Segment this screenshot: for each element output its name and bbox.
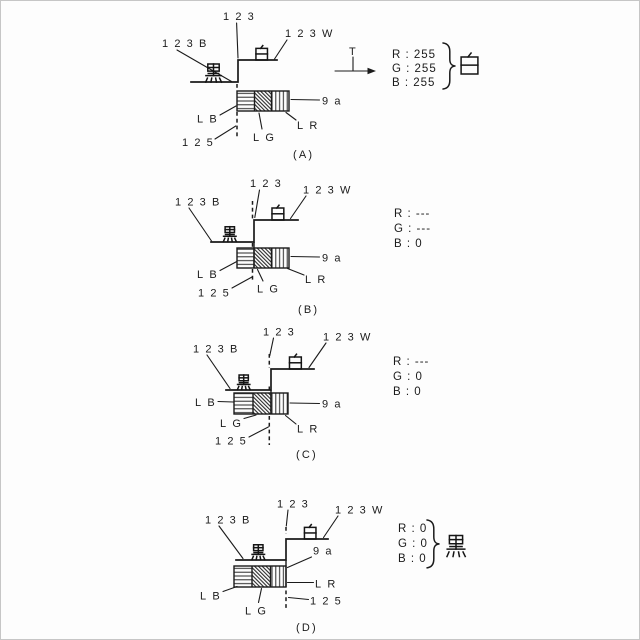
label-lr: LR — [315, 578, 342, 591]
figure-caption: (C) — [296, 449, 318, 461]
leader-line — [207, 355, 230, 389]
leader-line — [255, 190, 260, 218]
leader-line — [258, 270, 264, 282]
label-lr: LR — [305, 274, 332, 286]
label-lr: LR — [297, 423, 324, 436]
label-123w: 123W — [285, 28, 339, 40]
label-lr: LR — [297, 120, 324, 132]
leader-line — [219, 526, 243, 559]
figure-caption: (D) — [296, 622, 318, 634]
filter-block — [234, 566, 286, 587]
label-123: 123 — [250, 178, 287, 190]
label-9a: 9a — [322, 95, 347, 108]
rgb-red-value: R : --- — [393, 356, 430, 368]
brace — [427, 520, 440, 568]
time-marker-label: T — [349, 46, 356, 58]
filter-section-lr — [272, 91, 290, 111]
leader-line — [291, 257, 320, 258]
figure-b — [175, 178, 431, 316]
kanji-white-glyph — [272, 205, 284, 220]
leader-line — [259, 113, 262, 129]
filter-section-lg — [252, 566, 271, 587]
brace — [443, 43, 456, 89]
leader-line — [177, 50, 232, 82]
leader-line — [288, 269, 305, 276]
figure-caption: (A) — [293, 149, 315, 161]
label-123b: 123B — [193, 343, 244, 356]
figure-c — [193, 327, 429, 462]
leader-line — [270, 338, 274, 356]
rgb-blue-value: B : 255 — [392, 77, 436, 89]
label-123w: 123W — [323, 331, 377, 344]
label-lb: LB — [197, 269, 223, 281]
filter-section-lr — [271, 566, 287, 587]
filter-section-lb — [234, 393, 253, 414]
leader-line — [290, 403, 320, 404]
filter-block — [237, 91, 289, 111]
rgb-green-value: G : --- — [394, 223, 432, 235]
label-lb: LB — [200, 590, 226, 603]
leader-line — [324, 516, 339, 538]
rgb-green-value: G : 255 — [392, 63, 437, 75]
result-white-glyph — [461, 53, 478, 74]
kanji-black-glyph — [206, 64, 222, 82]
label-9a: 9a — [313, 545, 338, 558]
diagram-canvas — [1, 1, 640, 640]
time-axis-marker — [335, 46, 376, 74]
rgb-red-value: R : 0 — [398, 523, 428, 535]
label-123: 123 — [223, 11, 260, 23]
label-123: 123 — [263, 326, 300, 339]
leader-line — [189, 208, 212, 241]
rgb-blue-value: B : 0 — [394, 238, 423, 250]
label-lb: LB — [197, 113, 223, 126]
label-123b: 123B — [162, 38, 213, 50]
kanji-white-glyph — [289, 354, 301, 369]
figure-a — [162, 11, 478, 161]
filter-section-lg — [254, 248, 272, 268]
label-lg: LG — [253, 132, 281, 144]
filter-section-lb — [237, 248, 254, 268]
label-lg: LG — [220, 418, 248, 430]
leader-line — [288, 557, 312, 568]
label-125: 125 — [215, 435, 252, 448]
rgb-red-value: R : 255 — [392, 49, 437, 61]
label-lg: LG — [257, 283, 285, 296]
leader-line — [286, 510, 288, 526]
label-9a: 9a — [322, 398, 347, 411]
leader-line — [259, 589, 262, 603]
figure-caption: (B) — [298, 304, 320, 316]
signal-step-line — [191, 60, 277, 82]
filter-section-lr — [271, 393, 288, 414]
leader-line — [291, 100, 320, 101]
label-123b: 123B — [205, 514, 256, 527]
filter-section-lg — [255, 91, 272, 111]
label-9a: 9a — [322, 252, 347, 265]
filter-section-lb — [237, 91, 255, 111]
label-125: 125 — [198, 287, 235, 300]
arrow-head-icon — [368, 68, 377, 74]
leader-line — [275, 40, 288, 59]
leader-line — [289, 598, 309, 600]
leader-line — [286, 113, 296, 121]
label-lb: LB — [195, 397, 221, 409]
leader-line — [286, 416, 297, 425]
rgb-blue-value: B : 0 — [393, 386, 422, 398]
label-123: 123 — [277, 498, 314, 511]
kanji-black-glyph — [223, 227, 236, 242]
rgb-green-value: G : 0 — [393, 371, 423, 383]
rgb-red-value: R : --- — [394, 208, 431, 220]
leader-line — [232, 277, 252, 288]
kanji-black-glyph — [252, 545, 265, 560]
filter-section-lg — [253, 393, 271, 414]
leader-line — [291, 196, 307, 219]
kanji-white-glyph — [256, 46, 268, 60]
label-125: 125 — [182, 137, 219, 149]
result-black-glyph — [447, 536, 465, 557]
label-123w: 123W — [303, 184, 357, 197]
kanji-white-glyph — [304, 525, 316, 539]
label-123w: 123W — [335, 504, 389, 517]
filter-block — [234, 393, 288, 414]
label-lg: LG — [245, 605, 273, 618]
filter-section-lr — [272, 248, 290, 268]
leader-line — [237, 23, 238, 58]
label-123b: 123B — [175, 196, 226, 209]
kanji-black-glyph — [237, 375, 250, 390]
filter-block — [237, 248, 289, 268]
rgb-green-value: G : 0 — [398, 538, 428, 550]
figure-d — [200, 499, 465, 635]
leader-line — [309, 343, 326, 368]
filter-section-lb — [234, 566, 252, 587]
rgb-blue-value: B : 0 — [398, 553, 427, 565]
label-125: 125 — [310, 595, 347, 608]
